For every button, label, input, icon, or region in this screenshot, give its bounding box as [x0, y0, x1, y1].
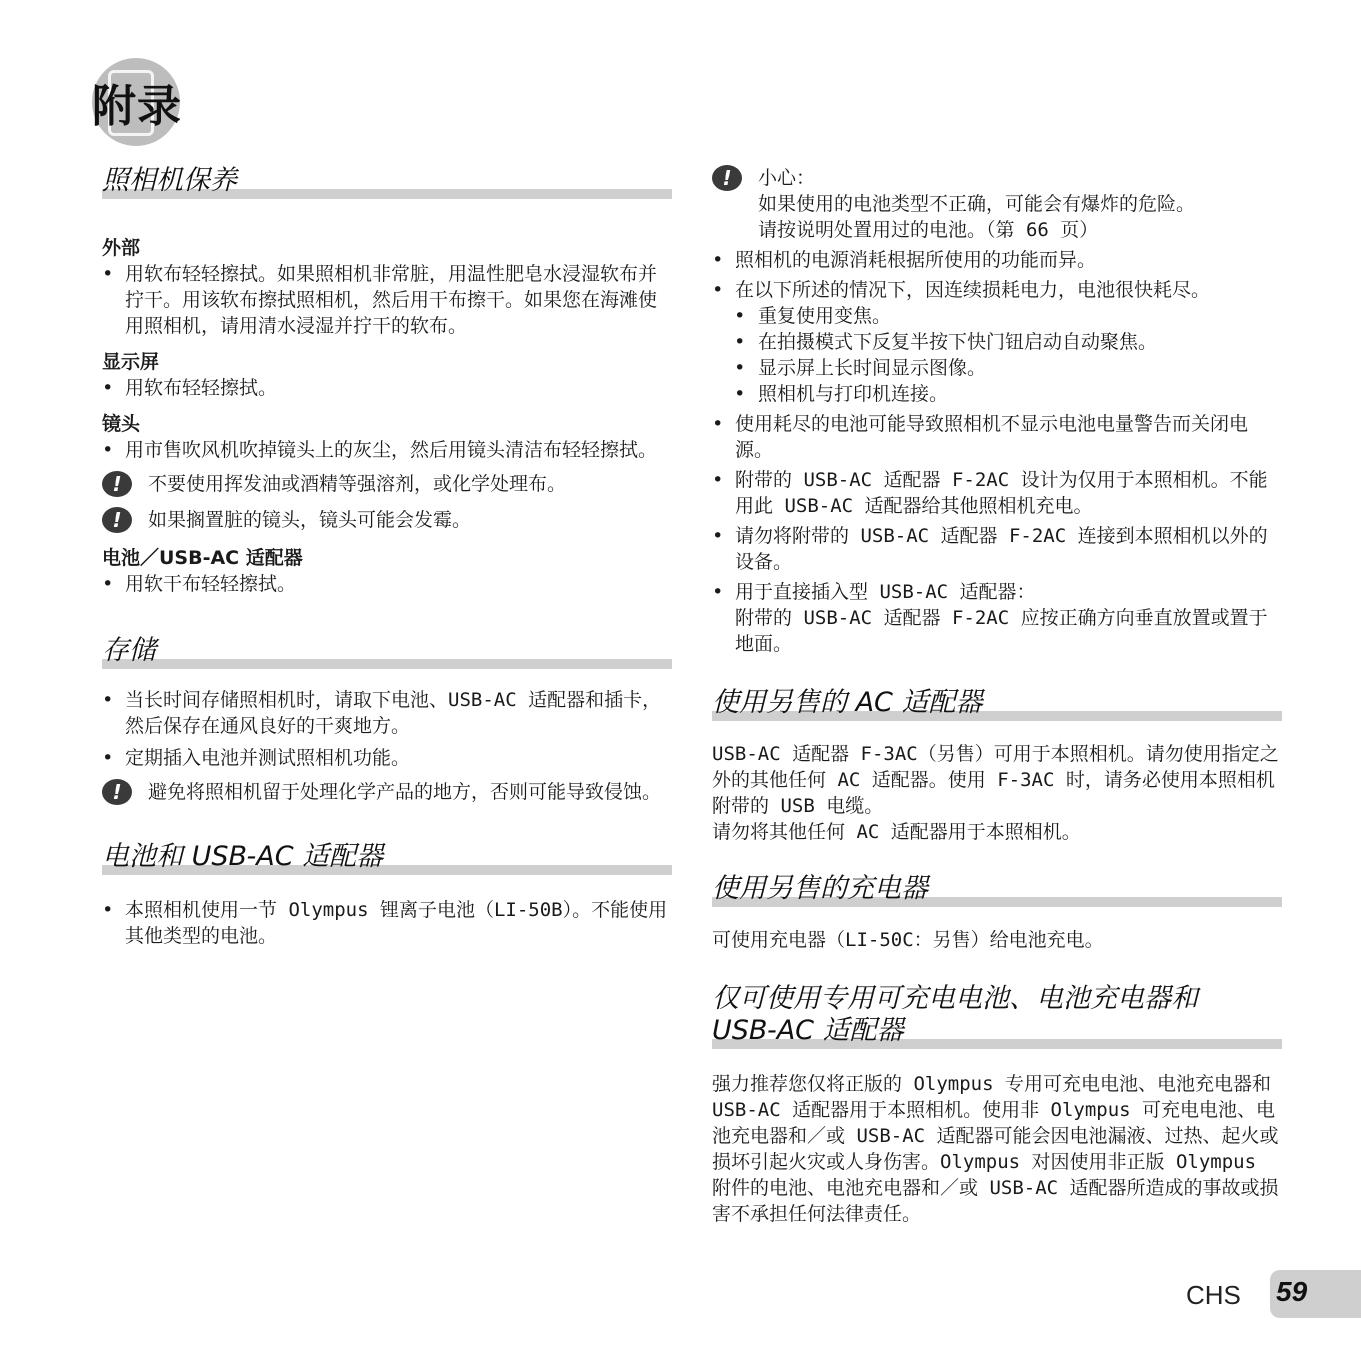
list-item: • 附带的 USB-AC 适配器 F-2AC 设计为仅用于本照相机。不能用此 USB-AC 适配器给其他照相机充电。	[712, 467, 1282, 519]
section-heading: 使用另售的充电器	[712, 873, 928, 904]
paragraph: USB-AC 适配器 F-3AC（另售）可用于本照相机。请勿使用指定之外的其他任何 AC 适配器。使用 F-3AC 时，请务必使用本照相机附带的 USB 电缆。	[712, 743, 1279, 817]
subheading-exterior: 外部	[102, 237, 141, 259]
section-camera-care	[102, 165, 672, 597]
section-genuine-accessories	[712, 983, 1282, 1227]
section-heading: 仅可使用专用可充电电池、电池充电器和 USB-AC 适配器	[712, 983, 1198, 1046]
paragraph: 强力推荐您仅将正版的 Olympus 专用可充电电池、电池充电器和 USB-AC 适配器用于本照相机。使用非 Olympus 可充电电池、电池充电器和／或 USB-AC 适配器可能会因电池漏液、过热、起火或损坏引起火灾或人身伤害。Olympus 对因使用非正版 Olympus 附件的电池、电池充电器和／或 USB-AC 适配器所造成的事故或损害不承担任何法律责任。	[712, 1073, 1279, 1225]
page-number: 59	[1276, 1276, 1308, 1307]
list-item: • 使用耗尽的电池可能导致照相机不显示电池电量警告而关闭电源。	[712, 411, 1282, 463]
caution-text: 如果使用的电池类型不正确，可能会有爆炸的危险。	[758, 193, 1196, 215]
list-item: • 当长时间存储照相机时，请取下电池、USB-AC 适配器和插卡，然后保存在通风良好的干爽地方。	[102, 687, 672, 739]
section-heading: 电池和 USB-AC 适配器	[102, 841, 384, 872]
list-item: • 用市售吹风机吹掉镜头上的灰尘，然后用镜头清洁布轻轻擦拭。	[102, 437, 672, 463]
list-item: • 本照相机使用一节 Olympus 锂离子电池（LI-50B）。不能使用其他类型的电池。	[102, 897, 672, 949]
chapter-title: 附录	[92, 81, 182, 132]
sub-list-item: • 重复使用变焦。	[712, 303, 1282, 329]
section-ac-adapter	[712, 687, 1282, 845]
section-heading: 存储	[102, 635, 156, 666]
section-battery-adapter	[102, 841, 672, 949]
paragraph: 可使用充电器（LI-50C：另售）给电池充电。	[712, 929, 1104, 951]
right-column	[712, 165, 1282, 1227]
paragraph: 请勿将其他任何 AC 适配器用于本照相机。	[712, 821, 1081, 843]
caution-note: ! 如果搁置脏的镜头，镜头可能会发霉。	[102, 507, 672, 533]
left-column	[102, 165, 672, 949]
section-charger	[712, 873, 1282, 953]
sub-list-item: • 显示屏上长时间显示图像。	[712, 355, 1282, 381]
list-item: • 用软干布轻轻擦拭。	[102, 571, 672, 597]
warning-icon: !	[102, 779, 132, 805]
section-heading: 照相机保养	[102, 165, 237, 196]
warning-icon: !	[712, 165, 742, 191]
caution-text: 请按说明处置用过的电池。（第 66 页）	[758, 219, 1099, 241]
sub-list-item: • 在拍摄模式下反复半按下快门钮启动自动聚焦。	[712, 329, 1282, 355]
warning-icon: !	[102, 471, 132, 497]
caution-note: ! 不要使用挥发油或酒精等强溶剂，或化学处理布。	[102, 471, 672, 497]
list-item: • 用于直接插入型 USB-AC 适配器： 附带的 USB-AC 适配器 F-2AC 应按正确方向垂直放置或置于地面。	[712, 579, 1282, 657]
section-storage	[102, 635, 672, 805]
warning-icon: !	[102, 507, 132, 533]
caution-label: 小心：	[758, 167, 816, 189]
list-item: • 在以下所述的情况下，因连续损耗电力，电池很快耗尽。	[712, 277, 1282, 303]
section-heading: 使用另售的 AC 适配器	[712, 687, 983, 718]
subheading-lens: 镜头	[102, 413, 141, 435]
caution-note: ! 避免将照相机留于处理化学产品的地方，否则可能导致侵蚀。	[102, 779, 672, 805]
language-code: CHS	[1186, 1280, 1241, 1310]
list-item: • 请勿将附带的 USB-AC 适配器 F-2AC 连接到本照相机以外的设备。	[712, 523, 1282, 575]
subheading-battery-adapter: 电池／USB-AC 适配器	[102, 547, 303, 569]
sub-list-item: • 照相机与打印机连接。	[712, 381, 1282, 407]
list-item: • 定期插入电池并测试照相机功能。	[102, 745, 672, 771]
subheading-monitor: 显示屏	[102, 351, 160, 373]
list-item: • 用软布轻轻擦拭。	[102, 375, 672, 401]
caution-block	[712, 165, 1282, 243]
list-item: • 用软布轻轻擦拭。如果照相机非常脏，用温性肥皂水浸湿软布并拧干。用该软布擦拭照相机，然后用干布擦干。如果您在海滩使用照相机，请用清水浸湿并拧干的软布。	[102, 261, 672, 339]
list-item: • 照相机的电源消耗根据所使用的功能而异。	[712, 247, 1282, 273]
